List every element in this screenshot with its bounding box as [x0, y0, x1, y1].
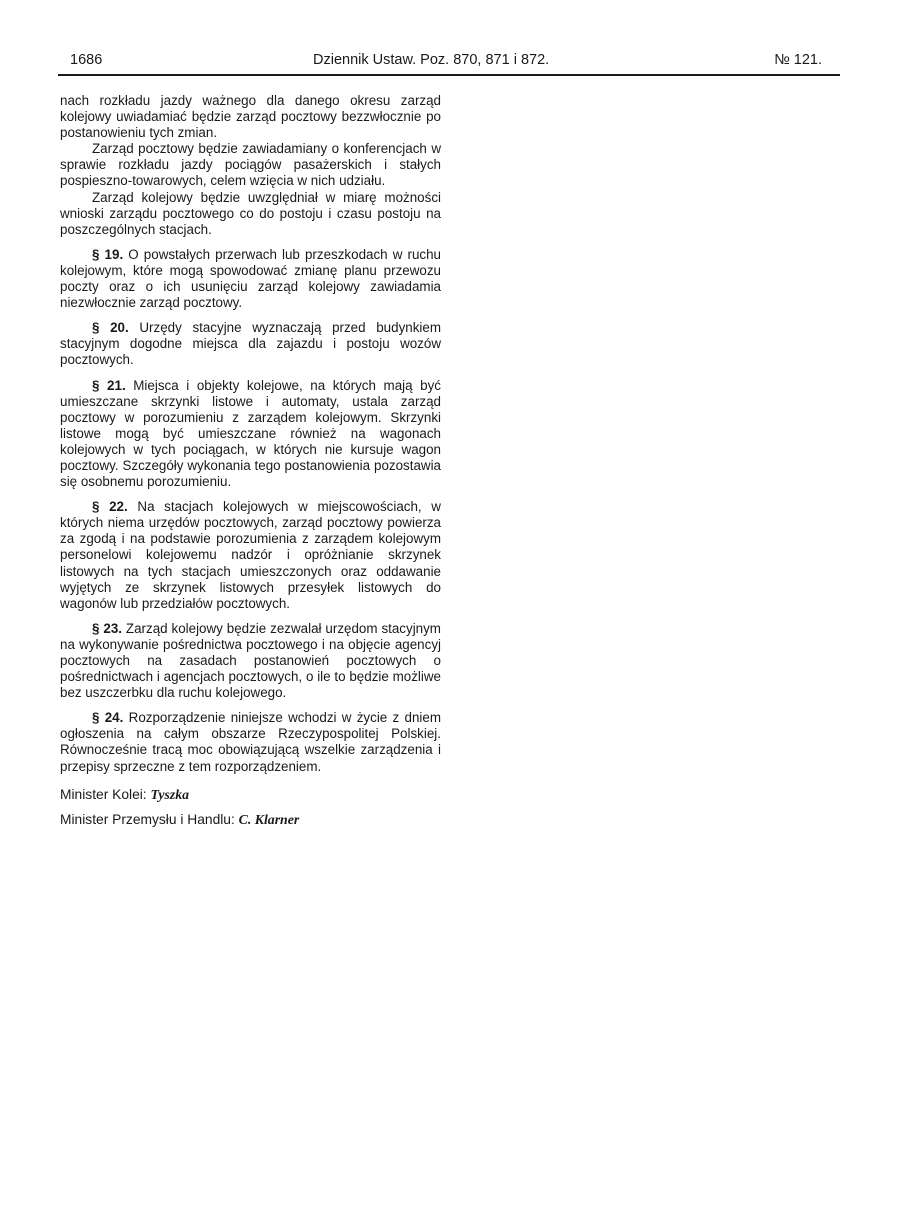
section-24 — [60, 710, 441, 774]
header-rule — [58, 74, 840, 76]
section-21-mark: § 21. — [92, 377, 126, 393]
text-column — [60, 93, 441, 828]
signature-minister-railways — [60, 787, 441, 803]
signature-role: Minister Kolei: — [60, 786, 147, 802]
section-19-text: O powstałych przerwach lub przeszkodach w ruchu kolejowym, które mogą spowodować zmianę planu przewozu poczty oraz o ich usunięciu zarząd kolejowy zawiadamia niezwłocznie zarząd pocztowy. — [60, 246, 441, 311]
continued-paragraph: nach rozkładu jazdy ważnego dla danego okresu zarząd kolejowy uwiadamiać będzie zarząd pocztowy bezzwłocznie po postanowieniu tych zmian. — [60, 93, 441, 141]
section-24-text: Rozporządzenie niniejsze wchodzi w życie z dniem ogłoszenia na całym obszarze Rzeczypospolitej Polskiej. Równocześnie tracą moc obowiązującą wszelkie zarządzenia i przepisy sprzeczne z tem rozporządzeniem. — [60, 710, 441, 774]
paragraph-conferences: Zarząd pocztowy będzie zawiadamiany o konferencjach w sprawie rozkładu jazdy pociągów pasażerskich i stałych pospieszno-towarowych, celem wzięcia w nich udziału. — [60, 141, 441, 189]
section-19-mark: § 19. — [92, 246, 124, 262]
section-20-mark: § 20. — [92, 320, 129, 336]
section-21 — [60, 378, 441, 491]
journal-title: Dziennik Ustaw. Poz. 870, 871 i 872. — [313, 52, 550, 68]
section-19 — [60, 247, 441, 311]
section-22-text: Na stacjach kolejowych w miejscowościach, w których niema urzędów pocztowych, zarząd pocztowy powierza za zgodą i na podstawie porozumienia z zarządem kolejowym personelowi kolejowemu nadzór i opróżnianie skrzynek listowych na tych stacjach umieszczonych oraz oddawanie wyjętych ze skrzynek listowych przesyłek listowych do wagonów lub przedziałów pocztowych. — [60, 499, 441, 611]
section-22 — [60, 499, 441, 612]
issue-number: № 121. — [774, 52, 822, 68]
section-20 — [60, 320, 441, 368]
section-23-text: Zarząd kolejowy będzie zezwalał urzędom stacyjnym na wykonywanie pośrednictwa pocztowego i na objęcie agencyj pocztowych na zasadach postanowień pocztowych o pośrednictwach i agencjach pocztowych, o ile to będzie możliwe bez uszczerbku dla ruchu kolejowego. — [60, 620, 441, 701]
section-23 — [60, 621, 441, 701]
signature-name: C. Klarner — [238, 811, 300, 827]
signature-role: Minister Przemysłu i Handlu: — [60, 811, 235, 827]
section-22-mark: § 22. — [92, 499, 128, 515]
section-20-text: Urzędy stacyjne wyznaczają przed budynkiem stacyjnym dogodne miejsca dla zajazdu i postoju wozów pocztowych. — [60, 320, 441, 368]
section-21-text: Miejsca i objekty kolejowe, na których mają być umieszczane skrzynki listowe i automaty, ustala zarząd pocztowy w porozumieniu z zarządem kolejowym. Skrzynki listowe mogą być umieszczane również na wagonach kolejowych w tych pociągach, w których nie kursuje wagon pocztowy. Szczegóły wykonania tego postanowienia pozostawia się osobnemu porozumieniu. — [60, 377, 441, 490]
page-number: 1686 — [70, 52, 103, 68]
section-24-mark: § 24. — [92, 710, 124, 726]
signature-minister-industry — [60, 812, 441, 828]
page-header — [58, 52, 840, 74]
paragraph-postal-requests: Zarząd kolejowy będzie uwzględniał w miarę możności wnioski zarządu pocztowego co do postoju i czasu postoju na poszczególnych stacjach. — [60, 189, 441, 237]
section-23-mark: § 23. — [92, 620, 122, 636]
signature-name: Tyszka — [150, 786, 190, 802]
